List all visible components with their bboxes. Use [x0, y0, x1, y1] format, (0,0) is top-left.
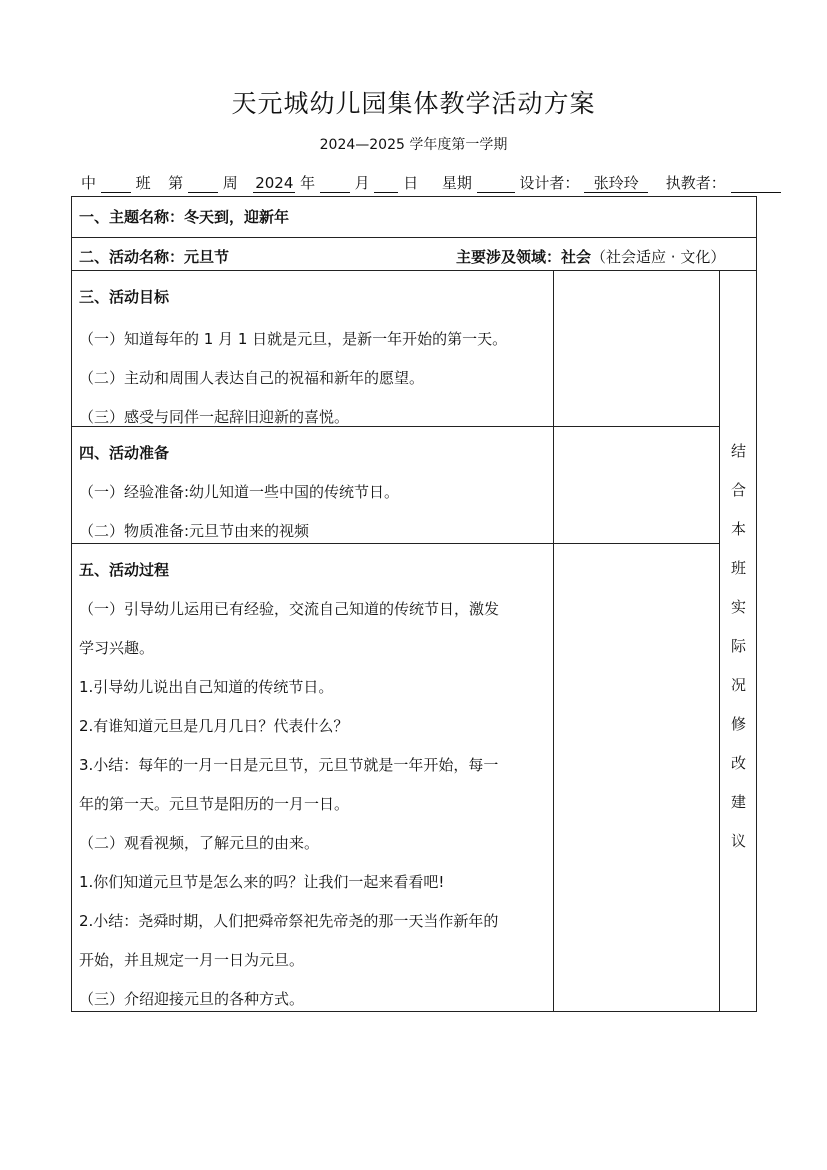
row-divider: [71, 237, 757, 238]
process-line: 开始，并且规定一月一日为元旦。: [79, 951, 305, 969]
theme-name: 一、主题名称：冬天到，迎新年: [79, 208, 290, 226]
process-line: （三）介绍迎接元旦的各种方式。: [79, 990, 305, 1008]
process-line: 2.有谁知道元旦是几月几日？代表什么？: [79, 717, 349, 735]
preparation-heading: 四、活动准备: [79, 444, 170, 462]
goal-item: （三）感受与同伴一起辞旧迎新的喜悦。: [79, 408, 350, 426]
preparation-item: （二）物质准备:元旦节由来的视频: [79, 522, 310, 540]
process-line: （一）引导幼儿运用已有经验，交流自己知道的传统节日，激发: [79, 600, 500, 618]
class-label-post: 班: [135, 174, 151, 192]
domain-label: 主要涉及领域：: [456, 248, 562, 266]
process-line: （二）观看视频，了解元旦的由来。: [79, 834, 320, 852]
activity-name: 二、活动名称：元旦节: [79, 248, 230, 266]
goal-item: （二）主动和周围人表达自己的祝福和新年的愿望。: [79, 369, 425, 387]
class-label-pre: 中: [81, 174, 97, 192]
weekday-label: 星期: [441, 174, 472, 192]
month-blank[interactable]: [320, 174, 350, 193]
preparation-item: （一）经验准备:幼儿知道一些中国的传统节日。: [79, 483, 400, 501]
weekday-blank[interactable]: [477, 174, 515, 193]
domain-info: [456, 246, 725, 267]
semester-subtitle: 2024—2025 学年度第一学期: [319, 137, 508, 153]
revision-suggestion-label: [720, 432, 757, 861]
process-heading: 五、活动过程: [79, 561, 170, 579]
day-label: 日: [403, 174, 419, 192]
week-label-pre: 第: [168, 174, 184, 192]
side-note-char: 改: [730, 754, 746, 772]
process-line: 1.你们知道元旦节是怎么来的吗？让我们一起来看看吧!: [79, 873, 445, 891]
designer-field[interactable]: 张玲玲: [584, 174, 648, 193]
process-line: 学习兴趣。: [79, 639, 155, 657]
domain-detail: （社会适应 · 文化）: [591, 248, 726, 266]
month-label: 月: [354, 174, 370, 192]
teacher-blank[interactable]: [731, 174, 781, 193]
side-note-char: 况: [730, 676, 746, 694]
side-note-char: 修: [730, 715, 746, 733]
class-info-line: [81, 172, 741, 194]
side-note-char: 实: [730, 598, 746, 616]
week-blank[interactable]: [188, 174, 218, 193]
class-blank[interactable]: [101, 174, 131, 193]
side-note-char: 结: [730, 442, 746, 460]
process-note-cell[interactable]: [554, 544, 719, 1011]
year-label: 年: [300, 174, 316, 192]
process-line: 年的第一天。元旦节是阳历的一月一日。: [79, 795, 350, 813]
process-line: 1.引导幼儿说出自己知道的传统节日。: [79, 678, 334, 696]
side-note-char: 议: [730, 832, 746, 850]
domain-value: 社会: [561, 248, 592, 266]
week-label-post: 周: [222, 174, 238, 192]
day-blank[interactable]: [374, 174, 398, 193]
goals-note-cell[interactable]: [554, 271, 719, 426]
side-note-char: 建: [730, 793, 746, 811]
designer-label: 设计者：: [519, 174, 580, 192]
side-note-char: 际: [730, 637, 746, 655]
goal-item: （一）知道每年的 1 月 1 日就是元旦，是新一年开始的第一天。: [79, 330, 508, 348]
side-note-char: 合: [730, 481, 746, 499]
preparation-note-cell[interactable]: [554, 427, 719, 543]
side-note-char: 班: [730, 559, 746, 577]
teacher-label: 执教者：: [665, 174, 726, 192]
process-line: 3.小结：每年的一月一日是元旦节，元旦节就是一年开始，每一: [79, 756, 499, 774]
year-field[interactable]: 2024: [255, 174, 294, 192]
process-line: 2.小结：尧舜时期，人们把舜帝祭祀先帝尧的那一天当作新年的: [79, 912, 499, 930]
page-title: 天元城幼儿园集体教学活动方案: [231, 89, 596, 118]
side-note-char: 本: [730, 520, 746, 538]
goals-heading: 三、活动目标: [79, 288, 170, 306]
